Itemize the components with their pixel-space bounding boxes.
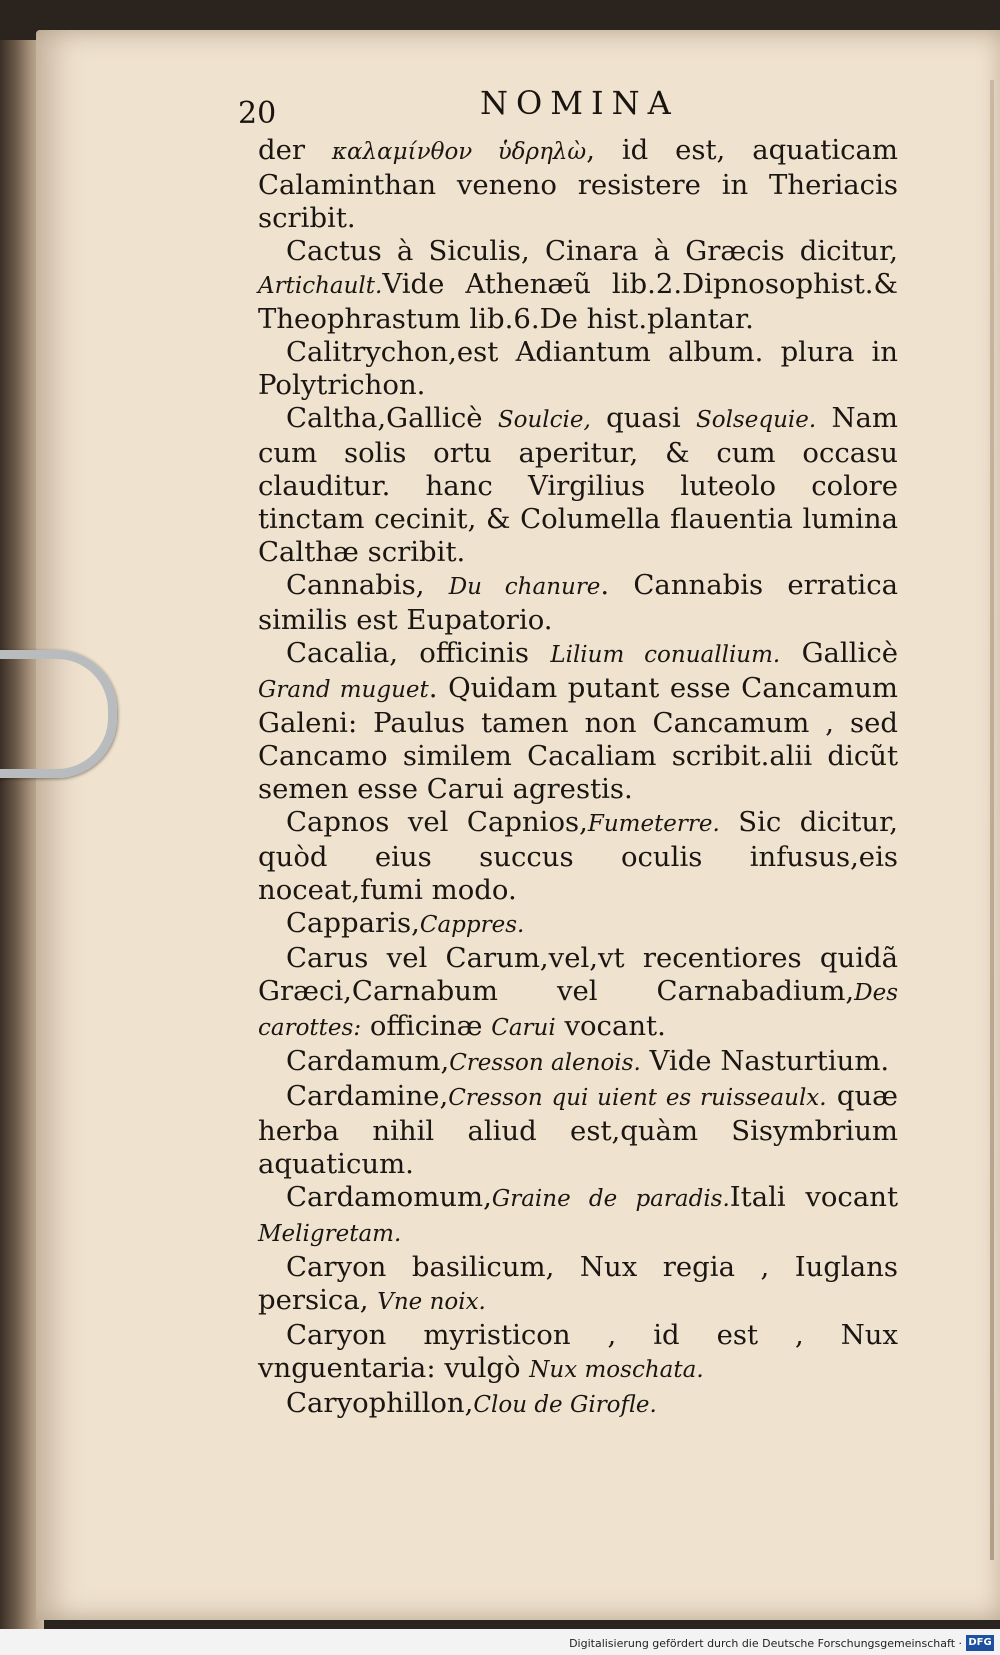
latin-text: Capparis, bbox=[286, 907, 420, 939]
running-head: NOMINA bbox=[480, 84, 679, 122]
vernacular-name: Soulcie, bbox=[497, 407, 591, 433]
dictionary-entry bbox=[258, 907, 898, 942]
dictionary-entry bbox=[258, 637, 898, 806]
latin-text: Vide Athenæũ lib.2.Dipnosophist.& Theophrastum lib.6.De hist.plantar. bbox=[258, 268, 898, 335]
latin-text: Nam cum solis ortu aperitur, & cum occasu clauditur. hanc Virgilius luteolo colore tinctam cecinit, & Columella flauentia lumina Calthæ scribit. bbox=[258, 402, 898, 568]
funding-credit: Digitalisierung gefördert durch die Deutsche Forschungsgemeinschaft · bbox=[569, 1637, 962, 1650]
dfg-logo: DFG bbox=[966, 1635, 994, 1651]
dictionary-entry bbox=[258, 1387, 898, 1422]
footer-bar bbox=[0, 1629, 1000, 1655]
page-number: 20 bbox=[238, 96, 277, 131]
latin-text: Gallicè bbox=[780, 637, 898, 669]
vernacular-name: Vne noix. bbox=[377, 1289, 486, 1315]
dictionary-entry bbox=[258, 569, 898, 637]
dictionary-text bbox=[258, 134, 898, 1422]
dictionary-entry bbox=[258, 402, 898, 569]
latin-text: Cardamum, bbox=[286, 1045, 450, 1077]
vernacular-name: Fumeterre. bbox=[587, 811, 720, 837]
dictionary-entry bbox=[258, 1319, 898, 1387]
latin-text: Cardamine, bbox=[286, 1080, 449, 1112]
vernacular-name: Graine de paradis. bbox=[491, 1186, 730, 1212]
vernacular-name: Cresson qui uient es ruisseaulx. bbox=[448, 1085, 827, 1111]
dictionary-entry bbox=[258, 134, 898, 235]
latin-text: Cardamomum, bbox=[286, 1181, 492, 1213]
vernacular-name: Des carottes: bbox=[258, 980, 898, 1041]
latin-text: . Quidam putant esse Cancamum Galeni: Paulus tamen non Cancamum , sed Cancamo similem Cacaliam scribit.alii dicũt semen esse Carui agrestis. bbox=[258, 672, 898, 805]
vernacular-name: Clou de Girofle. bbox=[473, 1392, 657, 1418]
vernacular-name: Meligretam. bbox=[258, 1221, 402, 1247]
greek-phrase: καλαμίνθον ὑδρηλὼ bbox=[331, 139, 587, 165]
latin-text: Caryon basilicum, Nux regia , Iuglans persica, bbox=[258, 1251, 898, 1316]
vernacular-name: Solsequie. bbox=[695, 407, 817, 433]
vernacular-name: Cappres. bbox=[419, 912, 525, 938]
dictionary-entry bbox=[258, 1251, 898, 1319]
vernacular-name: Carui bbox=[491, 1015, 556, 1041]
vernacular-name: Artichault. bbox=[258, 273, 383, 299]
latin-text: Vide Nasturtium. bbox=[640, 1045, 890, 1077]
vernacular-name: Grand muguet bbox=[258, 677, 429, 703]
latin-text: Caltha,Gallicè bbox=[286, 402, 498, 434]
latin-text: Capnos vel Capnios, bbox=[286, 806, 588, 838]
latin-text: Calitrychon,est Adiantum album. plura in Polytrichon. bbox=[258, 336, 898, 401]
latin-text: , id est, aquaticam Calaminthan veneno resistere in Theriacis scribit. bbox=[258, 134, 899, 234]
page-clip bbox=[0, 650, 117, 778]
page-edge-shadow bbox=[990, 80, 994, 1560]
dictionary-entry bbox=[258, 1080, 898, 1181]
latin-text: officinæ bbox=[361, 1010, 492, 1042]
vernacular-name: Du chanure bbox=[448, 574, 601, 600]
latin-text: Carus vel Carum,vel,vt recentiores quidã Græci,Carnabum vel Carnabadium, bbox=[258, 942, 898, 1007]
latin-text: Cacalia, officinis bbox=[286, 637, 551, 669]
latin-text: quæ herba nihil aliud est,quàm Sisymbrium aquaticum. bbox=[258, 1080, 898, 1180]
latin-text: vocant. bbox=[555, 1010, 666, 1042]
latin-text: Caryophillon, bbox=[286, 1387, 474, 1419]
latin-text: . Cannabis erratica similis est Eupatorio. bbox=[258, 569, 898, 636]
latin-text: Cannabis, bbox=[286, 569, 449, 601]
latin-text: der bbox=[258, 134, 332, 166]
latin-text: quasi bbox=[590, 402, 696, 434]
vernacular-name: Nux moschata. bbox=[529, 1357, 704, 1383]
dictionary-entry bbox=[258, 1181, 898, 1251]
dictionary-entry bbox=[258, 235, 898, 336]
dictionary-entry bbox=[258, 336, 898, 402]
dictionary-entry bbox=[258, 942, 898, 1045]
latin-text: Cactus à Siculis, Cinara à Græcis dicitur, bbox=[286, 235, 898, 267]
vernacular-name: Cresson alenois. bbox=[449, 1050, 641, 1076]
vernacular-name: Lilium conuallium. bbox=[550, 642, 781, 668]
dictionary-entry bbox=[258, 1045, 898, 1080]
latin-text: Itali vocant bbox=[729, 1181, 898, 1213]
dictionary-entry bbox=[258, 806, 898, 907]
latin-text: Sic dicitur, quòd eius succus oculis infusus,eis noceat,fumi modo. bbox=[258, 806, 898, 906]
latin-text: Caryon myristicon , id est , Nux vnguentaria: vulgò bbox=[258, 1319, 898, 1384]
